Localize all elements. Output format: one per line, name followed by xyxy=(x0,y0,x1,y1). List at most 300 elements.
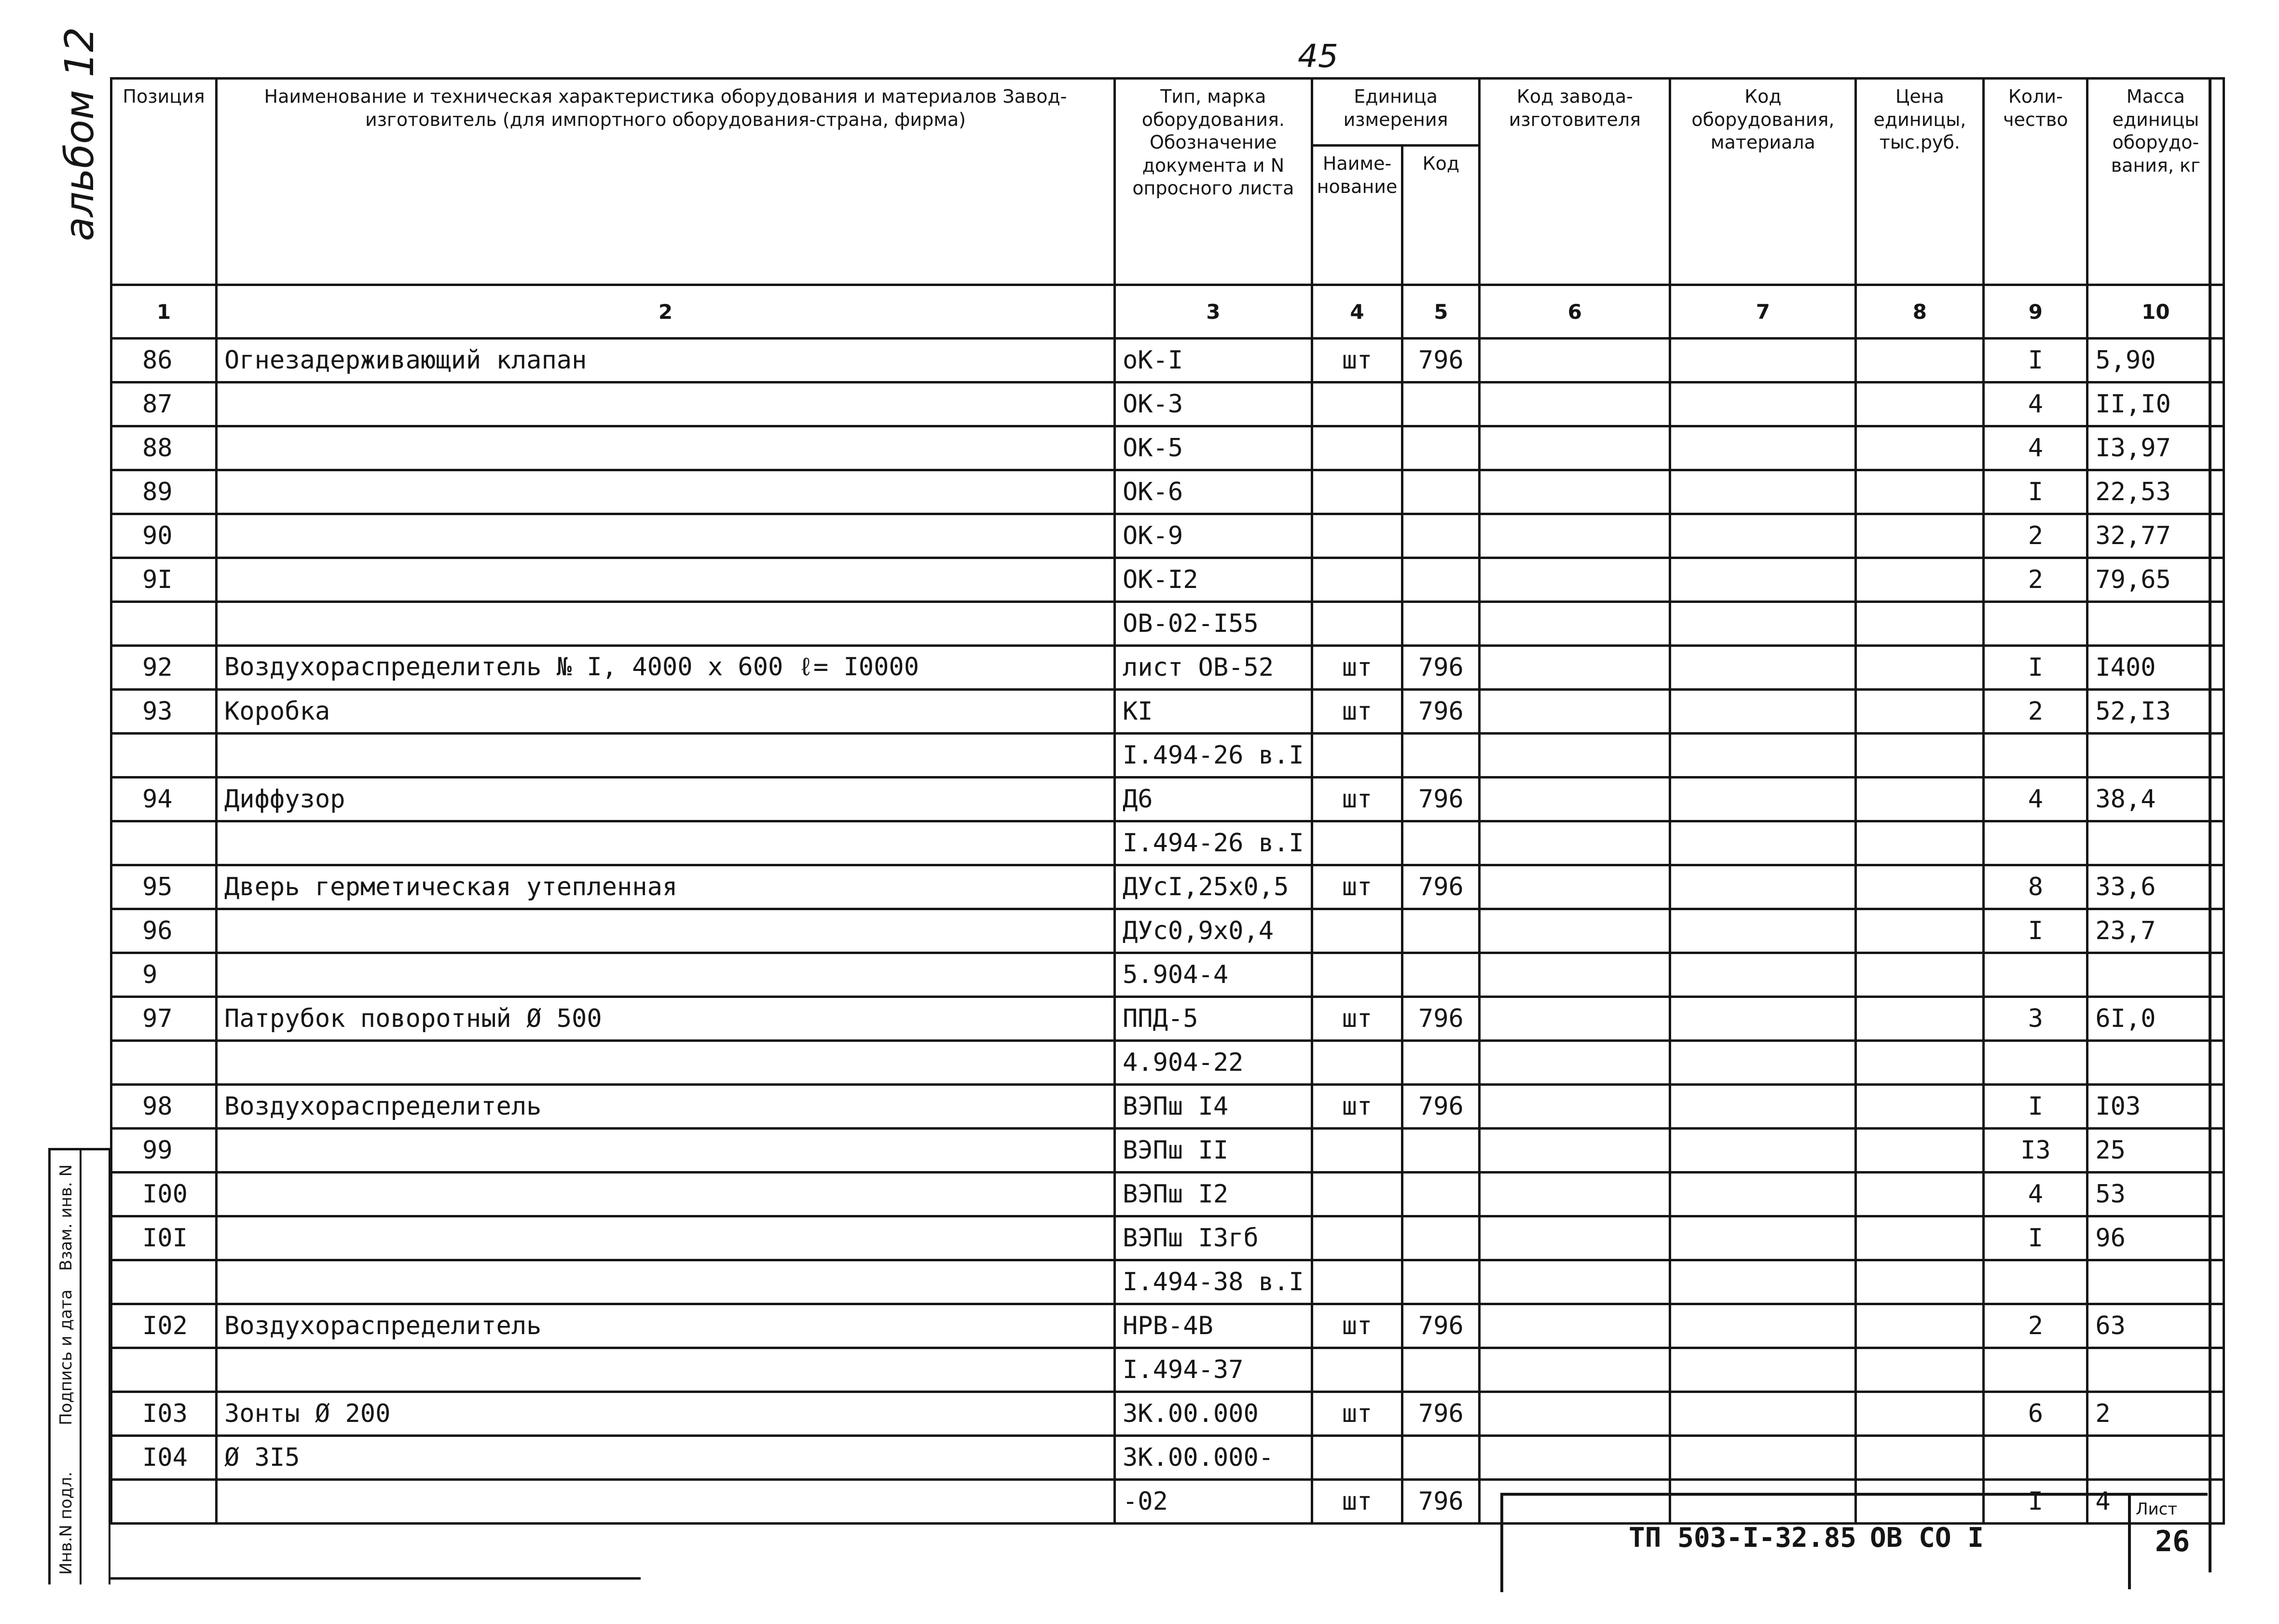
header-unit-code: Код xyxy=(1402,146,1480,285)
header-unit-name: Наиме-нование xyxy=(1312,146,1402,285)
column-number: 3 xyxy=(1115,285,1312,339)
row-type: ОК-5 xyxy=(1115,426,1312,470)
row-mass: 5,90 xyxy=(2087,339,2224,382)
row-price xyxy=(1856,997,1984,1041)
row-unit xyxy=(1312,1041,1402,1085)
row-unit-code xyxy=(1402,470,1480,514)
table-row xyxy=(111,1348,2224,1392)
row-equipment-code xyxy=(1670,1173,1856,1216)
row-position: I04 xyxy=(111,1436,217,1480)
row-unit-code xyxy=(1402,602,1480,646)
row-position xyxy=(111,602,217,646)
table-row xyxy=(111,1304,2224,1348)
row-type: I.494-37 xyxy=(1115,1348,1312,1392)
row-mass: 52,I3 xyxy=(2087,690,2224,734)
row-factory-code xyxy=(1480,1392,1670,1436)
column-number: 1 xyxy=(111,285,217,339)
row-unit-code: 796 xyxy=(1402,1480,1480,1524)
row-price xyxy=(1856,690,1984,734)
row-mass: 96 xyxy=(2087,1216,2224,1260)
table-row xyxy=(111,1085,2224,1129)
table-row xyxy=(111,953,2224,997)
row-mass: 2 xyxy=(2087,1392,2224,1436)
table-row xyxy=(111,646,2224,690)
row-name xyxy=(217,514,1115,558)
row-unit: шт xyxy=(1312,1480,1402,1524)
row-position: 86 xyxy=(111,339,217,382)
row-factory-code xyxy=(1480,382,1670,426)
row-position: 99 xyxy=(111,1129,217,1173)
row-name xyxy=(217,1041,1115,1085)
row-equipment-code xyxy=(1670,778,1856,821)
row-factory-code xyxy=(1480,997,1670,1041)
row-quantity: I xyxy=(1984,909,2087,953)
row-price xyxy=(1856,602,1984,646)
row-price xyxy=(1856,514,1984,558)
row-unit-code: 796 xyxy=(1402,1304,1480,1348)
table-row xyxy=(111,382,2224,426)
row-quantity: 2 xyxy=(1984,690,2087,734)
table-row xyxy=(111,1436,2224,1480)
row-name: Диффузор xyxy=(217,778,1115,821)
column-number: 6 xyxy=(1480,285,1670,339)
row-price xyxy=(1856,1392,1984,1436)
row-factory-code xyxy=(1480,821,1670,865)
row-unit-code xyxy=(1402,1129,1480,1173)
side-stamp xyxy=(48,1148,112,1584)
table-body xyxy=(111,339,2224,1524)
row-name: Зонты Ø 200 xyxy=(217,1392,1115,1436)
table-row xyxy=(111,1129,2224,1173)
row-unit xyxy=(1312,953,1402,997)
row-unit xyxy=(1312,1216,1402,1260)
table-row xyxy=(111,1216,2224,1260)
row-mass: II,I0 xyxy=(2087,382,2224,426)
row-unit xyxy=(1312,602,1402,646)
row-unit-code xyxy=(1402,953,1480,997)
row-position: 94 xyxy=(111,778,217,821)
row-factory-code xyxy=(1480,1173,1670,1216)
row-price xyxy=(1856,909,1984,953)
row-unit-code xyxy=(1402,1260,1480,1304)
row-equipment-code xyxy=(1670,470,1856,514)
row-price xyxy=(1856,426,1984,470)
row-equipment-code xyxy=(1670,339,1856,382)
table-row xyxy=(111,909,2224,953)
row-equipment-code xyxy=(1670,1348,1856,1392)
header-position: Позиция xyxy=(111,79,217,285)
row-factory-code xyxy=(1480,339,1670,382)
row-price xyxy=(1856,1216,1984,1260)
row-mass: 23,7 xyxy=(2087,909,2224,953)
row-name xyxy=(217,1260,1115,1304)
row-unit: шт xyxy=(1312,1304,1402,1348)
row-unit-code: 796 xyxy=(1402,1085,1480,1129)
row-type: ВЭПш I2 xyxy=(1115,1173,1312,1216)
row-unit-code: 796 xyxy=(1402,778,1480,821)
row-position: 92 xyxy=(111,646,217,690)
row-equipment-code xyxy=(1670,909,1856,953)
row-name: Воздухораспределитель xyxy=(217,1085,1115,1129)
row-price xyxy=(1856,821,1984,865)
row-name xyxy=(217,470,1115,514)
row-quantity: 2 xyxy=(1984,558,2087,602)
row-equipment-code xyxy=(1670,690,1856,734)
row-quantity: I xyxy=(1984,339,2087,382)
row-unit xyxy=(1312,1348,1402,1392)
row-quantity: 4 xyxy=(1984,382,2087,426)
row-type: I.494-26 в.I xyxy=(1115,734,1312,778)
row-factory-code xyxy=(1480,470,1670,514)
row-unit xyxy=(1312,514,1402,558)
column-number: 8 xyxy=(1856,285,1984,339)
row-quantity: 4 xyxy=(1984,778,2087,821)
row-type: ОК-9 xyxy=(1115,514,1312,558)
row-quantity: I3 xyxy=(1984,1129,2087,1173)
row-equipment-code xyxy=(1670,646,1856,690)
row-position: 9I xyxy=(111,558,217,602)
row-equipment-code xyxy=(1670,426,1856,470)
row-factory-code xyxy=(1480,1348,1670,1392)
row-price xyxy=(1856,1348,1984,1392)
row-quantity xyxy=(1984,1348,2087,1392)
header-quantity: Коли-чество xyxy=(1984,79,2087,285)
row-name: Воздухораспределитель xyxy=(217,1304,1115,1348)
table-row xyxy=(111,426,2224,470)
row-factory-code xyxy=(1480,909,1670,953)
row-unit-code xyxy=(1402,909,1480,953)
row-unit-code xyxy=(1402,1216,1480,1260)
row-factory-code xyxy=(1480,1085,1670,1129)
row-equipment-code xyxy=(1670,602,1856,646)
row-type: ЗК.00.000 xyxy=(1115,1392,1312,1436)
table-row xyxy=(111,1041,2224,1085)
row-unit xyxy=(1312,558,1402,602)
row-type: оК-I xyxy=(1115,339,1312,382)
header-mass: Масса единицы оборудо-вания, кг xyxy=(2087,79,2224,285)
column-number: 7 xyxy=(1670,285,1856,339)
row-price xyxy=(1856,1041,1984,1085)
header-type: Тип, марка оборудования. Обозначение документа и N опросного листа xyxy=(1115,79,1312,285)
row-position: I02 xyxy=(111,1304,217,1348)
row-quantity xyxy=(1984,734,2087,778)
row-unit xyxy=(1312,1260,1402,1304)
row-equipment-code xyxy=(1670,997,1856,1041)
table-row xyxy=(111,997,2224,1041)
row-quantity: 8 xyxy=(1984,865,2087,909)
row-unit-code: 796 xyxy=(1402,690,1480,734)
row-name xyxy=(217,602,1115,646)
row-mass: 6I,0 xyxy=(2087,997,2224,1041)
row-unit-code xyxy=(1402,821,1480,865)
row-mass: 63 xyxy=(2087,1304,2224,1348)
row-mass: 4 xyxy=(2087,1480,2224,1524)
header-price: Цена единицы, тыс.руб. xyxy=(1856,79,1984,285)
column-number: 2 xyxy=(217,285,1115,339)
row-mass xyxy=(2087,1260,2224,1304)
row-position: 90 xyxy=(111,514,217,558)
column-number: 9 xyxy=(1984,285,2087,339)
row-unit xyxy=(1312,909,1402,953)
table-row xyxy=(111,865,2224,909)
row-price xyxy=(1856,1260,1984,1304)
row-position xyxy=(111,734,217,778)
row-type: ДУсI,25х0,5 xyxy=(1115,865,1312,909)
row-equipment-code xyxy=(1670,734,1856,778)
row-type: ППД-5 xyxy=(1115,997,1312,1041)
row-factory-code xyxy=(1480,1260,1670,1304)
table-row xyxy=(111,1260,2224,1304)
row-equipment-code xyxy=(1670,1260,1856,1304)
row-quantity: 3 xyxy=(1984,997,2087,1041)
row-position: 87 xyxy=(111,382,217,426)
row-price xyxy=(1856,339,1984,382)
sheet-number: 45 xyxy=(1298,38,1338,75)
row-name: Воздухораспределитель № I, 4000 х 600 ℓ= I0000 xyxy=(217,646,1115,690)
row-unit-code: 796 xyxy=(1402,646,1480,690)
header-factory-code: Код завода-изготовителя xyxy=(1480,79,1670,285)
side-stamp-sign: Подпись и дата xyxy=(56,1289,76,1425)
row-unit-code xyxy=(1402,382,1480,426)
row-unit: шт xyxy=(1312,1392,1402,1436)
row-name xyxy=(217,734,1115,778)
row-quantity: I xyxy=(1984,646,2087,690)
row-name xyxy=(217,821,1115,865)
row-unit: шт xyxy=(1312,646,1402,690)
row-mass: I03 xyxy=(2087,1085,2224,1129)
row-factory-code xyxy=(1480,1304,1670,1348)
row-position: 88 xyxy=(111,426,217,470)
row-unit: шт xyxy=(1312,339,1402,382)
row-mass: I3,97 xyxy=(2087,426,2224,470)
row-unit: шт xyxy=(1312,1085,1402,1129)
row-price xyxy=(1856,734,1984,778)
row-unit-code: 796 xyxy=(1402,997,1480,1041)
album-label: альбом 12 xyxy=(57,27,103,241)
bottom-border xyxy=(110,1577,641,1580)
row-position: I00 xyxy=(111,1173,217,1216)
row-factory-code xyxy=(1480,1129,1670,1173)
table-row xyxy=(111,778,2224,821)
table-row xyxy=(111,1173,2224,1216)
row-position: 95 xyxy=(111,865,217,909)
row-unit-code xyxy=(1402,734,1480,778)
row-unit-code xyxy=(1402,1041,1480,1085)
row-position: 96 xyxy=(111,909,217,953)
document-set: ОВ СО I xyxy=(1870,1522,1984,1554)
row-unit-code xyxy=(1402,1173,1480,1216)
row-type: Д6 xyxy=(1115,778,1312,821)
row-unit: шт xyxy=(1312,778,1402,821)
row-name: Ø 3I5 xyxy=(217,1436,1115,1480)
row-price xyxy=(1856,1304,1984,1348)
row-mass: 32,77 xyxy=(2087,514,2224,558)
row-factory-code xyxy=(1480,778,1670,821)
row-name xyxy=(217,1480,1115,1524)
row-factory-code xyxy=(1480,953,1670,997)
row-unit-code xyxy=(1402,1348,1480,1392)
row-type: ВЭПш II xyxy=(1115,1129,1312,1173)
row-type: ВЭПш I3гб xyxy=(1115,1216,1312,1260)
column-number: 5 xyxy=(1402,285,1480,339)
row-equipment-code xyxy=(1670,558,1856,602)
row-factory-code xyxy=(1480,690,1670,734)
row-position xyxy=(111,1041,217,1085)
row-position xyxy=(111,1260,217,1304)
row-quantity: 2 xyxy=(1984,1304,2087,1348)
row-type: ОВ-02-I55 xyxy=(1115,602,1312,646)
document-code: ТП 503-I-32.85 xyxy=(1629,1522,1857,1554)
row-type: лист ОВ-52 xyxy=(1115,646,1312,690)
row-price xyxy=(1856,865,1984,909)
row-mass xyxy=(2087,821,2224,865)
row-name: Коробка xyxy=(217,690,1115,734)
table-row xyxy=(111,1392,2224,1436)
row-type: I.494-26 в.I xyxy=(1115,821,1312,865)
row-name xyxy=(217,909,1115,953)
row-quantity xyxy=(1984,1260,2087,1304)
row-type: 5.904-4 xyxy=(1115,953,1312,997)
table-row xyxy=(111,821,2224,865)
row-mass: 25 xyxy=(2087,1129,2224,1173)
row-mass xyxy=(2087,1436,2224,1480)
row-mass: 79,65 xyxy=(2087,558,2224,602)
row-type: ВЭПш I4 xyxy=(1115,1085,1312,1129)
row-mass xyxy=(2087,1348,2224,1392)
column-number-row xyxy=(111,285,2224,339)
row-price xyxy=(1856,1129,1984,1173)
row-equipment-code xyxy=(1670,1085,1856,1129)
row-factory-code xyxy=(1480,1436,1670,1480)
table-row xyxy=(111,558,2224,602)
specification-table xyxy=(110,77,2225,1525)
row-price xyxy=(1856,778,1984,821)
row-price xyxy=(1856,953,1984,997)
row-equipment-code xyxy=(1670,514,1856,558)
column-number: 4 xyxy=(1312,285,1402,339)
row-mass: 22,53 xyxy=(2087,470,2224,514)
table-row xyxy=(111,514,2224,558)
row-unit xyxy=(1312,1129,1402,1173)
row-name xyxy=(217,1173,1115,1216)
row-type: НРВ-4В xyxy=(1115,1304,1312,1348)
row-price xyxy=(1856,1085,1984,1129)
row-price xyxy=(1856,382,1984,426)
row-factory-code xyxy=(1480,426,1670,470)
row-unit: шт xyxy=(1312,865,1402,909)
row-equipment-code xyxy=(1670,1392,1856,1436)
side-stamp-inv: Инв.N подл. xyxy=(56,1472,76,1575)
row-position: 98 xyxy=(111,1085,217,1129)
row-name xyxy=(217,382,1115,426)
row-equipment-code xyxy=(1670,1304,1856,1348)
table-row xyxy=(111,470,2224,514)
row-name: Патрубок поворотный Ø 500 xyxy=(217,997,1115,1041)
row-position: 89 xyxy=(111,470,217,514)
side-stamp-replace: Взам. инв. N xyxy=(56,1164,76,1271)
row-unit-code xyxy=(1402,558,1480,602)
row-quantity: I xyxy=(1984,1480,2087,1524)
row-price xyxy=(1856,470,1984,514)
row-mass xyxy=(2087,602,2224,646)
row-quantity: I xyxy=(1984,1085,2087,1129)
row-quantity: 4 xyxy=(1984,1173,2087,1216)
row-unit xyxy=(1312,734,1402,778)
row-position: 97 xyxy=(111,997,217,1041)
row-factory-code xyxy=(1480,865,1670,909)
row-equipment-code xyxy=(1670,1216,1856,1260)
row-type: ЗК.00.000- xyxy=(1115,1436,1312,1480)
row-name xyxy=(217,1348,1115,1392)
row-name xyxy=(217,953,1115,997)
side-stamp-col xyxy=(80,1150,110,1584)
row-factory-code xyxy=(1480,1041,1670,1085)
table-row xyxy=(111,339,2224,382)
row-name: Огнезадерживающий клапан xyxy=(217,339,1115,382)
row-factory-code xyxy=(1480,1216,1670,1260)
row-quantity xyxy=(1984,821,2087,865)
row-quantity xyxy=(1984,1436,2087,1480)
row-position xyxy=(111,1348,217,1392)
column-number: 10 xyxy=(2087,285,2224,339)
row-equipment-code xyxy=(1670,382,1856,426)
row-position: 93 xyxy=(111,690,217,734)
row-unit xyxy=(1312,1173,1402,1216)
row-unit: шт xyxy=(1312,690,1402,734)
row-type: ОК-I2 xyxy=(1115,558,1312,602)
row-price xyxy=(1856,646,1984,690)
row-type: I.494-38 в.I xyxy=(1115,1260,1312,1304)
header-unit-group: Единица измерения xyxy=(1312,79,1480,146)
row-unit xyxy=(1312,426,1402,470)
row-mass: 38,4 xyxy=(2087,778,2224,821)
row-factory-code xyxy=(1480,514,1670,558)
header-equipment-code: Код оборудования, материала xyxy=(1670,79,1856,285)
title-block xyxy=(1500,1493,2208,1592)
row-mass xyxy=(2087,953,2224,997)
row-position xyxy=(111,1480,217,1524)
row-price xyxy=(1856,1173,1984,1216)
header-row xyxy=(111,79,2224,146)
row-quantity xyxy=(1984,1041,2087,1085)
row-unit-code xyxy=(1402,1436,1480,1480)
row-price xyxy=(1856,558,1984,602)
row-mass xyxy=(2087,1041,2224,1085)
row-unit xyxy=(1312,821,1402,865)
row-unit-code: 796 xyxy=(1402,865,1480,909)
row-price xyxy=(1856,1436,1984,1480)
row-type: -02 xyxy=(1115,1480,1312,1524)
row-name xyxy=(217,1216,1115,1260)
row-mass: I400 xyxy=(2087,646,2224,690)
row-quantity: I xyxy=(1984,470,2087,514)
row-mass: 53 xyxy=(2087,1173,2224,1216)
row-type: КI xyxy=(1115,690,1312,734)
row-type: ОК-6 xyxy=(1115,470,1312,514)
row-unit xyxy=(1312,470,1402,514)
row-name xyxy=(217,426,1115,470)
row-position: I03 xyxy=(111,1392,217,1436)
row-mass xyxy=(2087,734,2224,778)
row-type: 4.904-22 xyxy=(1115,1041,1312,1085)
row-unit xyxy=(1312,382,1402,426)
row-name xyxy=(217,1129,1115,1173)
row-equipment-code xyxy=(1670,1436,1856,1480)
header-name: Наименование и техническая характеристика оборудования и материалов Завод-изготовитель (для импортного оборудования-страна, фирма) xyxy=(217,79,1115,285)
row-equipment-code xyxy=(1670,953,1856,997)
row-unit: шт xyxy=(1312,997,1402,1041)
row-position xyxy=(111,821,217,865)
